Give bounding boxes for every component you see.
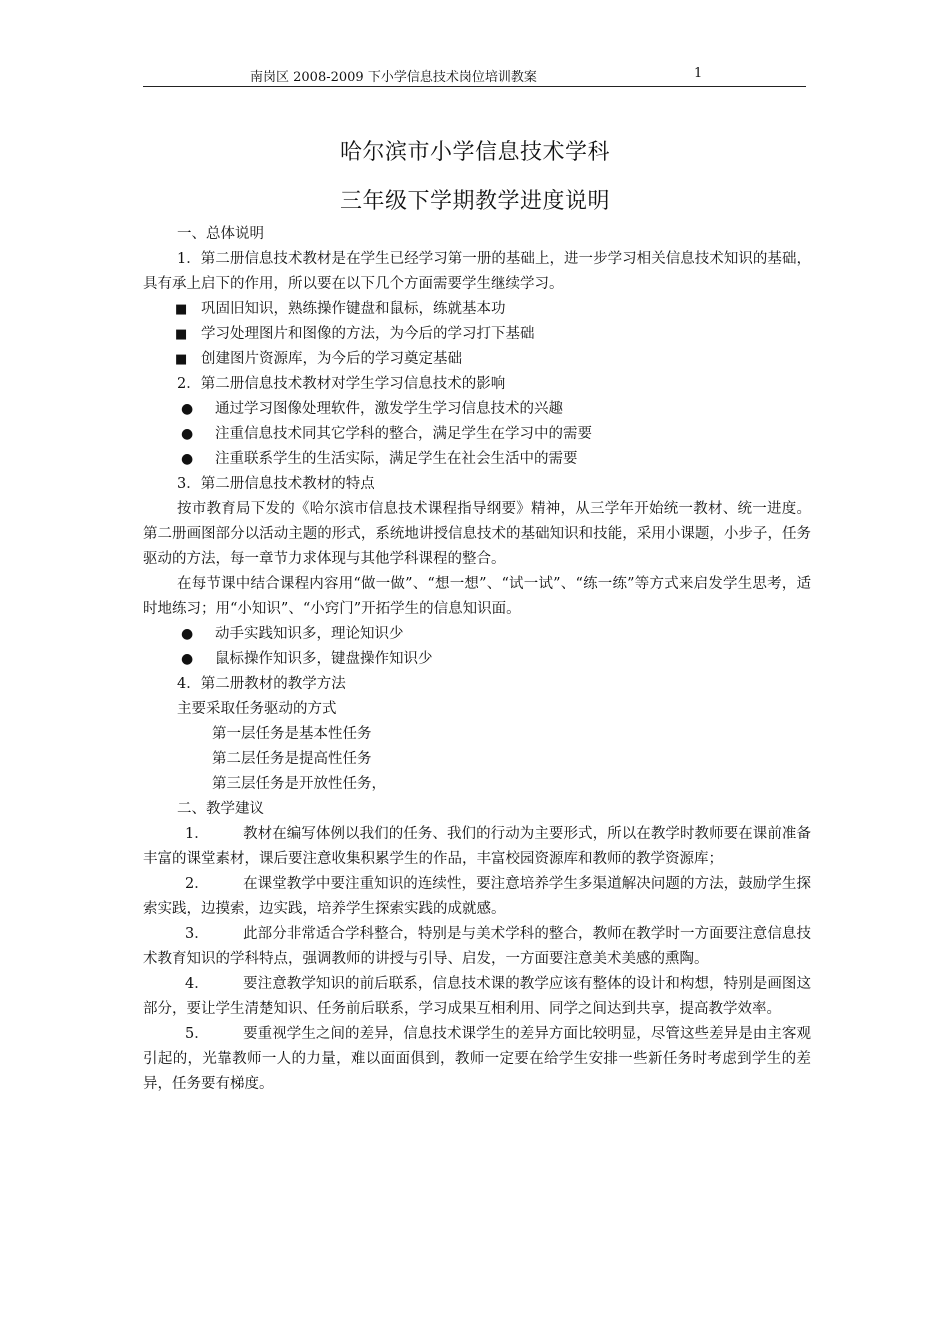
suggestion-number: 5． [185,1026,209,1042]
square-bullet-item [143,297,811,322]
page-header [143,66,806,87]
header-title: 南岗区 2008-2009 下小学信息技术岗位培训教案 [250,70,537,85]
round-bullet-item [143,622,811,647]
numbered-suggestion [143,822,811,872]
lead-text: 主要采取任务驱动的方式 [177,701,337,717]
suggestion-number: 1． [185,826,209,842]
round-bullet-item [143,422,811,447]
square-bullet-icon: ■ [175,352,188,367]
bullet-text: 创建图片资源库，为今后的学习奠定基础 [201,351,462,367]
bullet-text: 鼠标操作知识多，键盘操作知识少 [215,651,433,667]
round-bullet-icon: ● [181,626,194,642]
suggestion-number: 4． [185,976,209,992]
square-bullet-item [143,322,811,347]
paragraph-item3-methods: 在每节课中结合课程内容用“做一做”、“想一想”、“试一试”、“练一练”等方式来启发学生思考，适时地练习；用“小知识”、“小窍门”开拓学生的信息知识面。 [143,576,811,617]
round-bullet-item [143,447,811,472]
subheading-item3: 3．第二册信息技术教材的特点 [177,476,375,492]
document-body [143,222,811,1097]
document-title-line1: 哈尔滨市小学信息技术学科 [339,140,610,165]
task-level-2: 第二层任务是提高性任务 [212,751,372,767]
paragraph-item3-features: 按市教育局下发的《哈尔滨市信息技术课程指导纲要》精神，从三学年开始统一教材、统一进度。第二册画图部分以活动主题的形式，系统地讲授信息技术的基础知识和技能，采用小课题，小步子，任务驱动的方法，每一章节力求体现与其他学科课程的整合。 [143,501,811,567]
numbered-suggestion [143,922,811,972]
numbered-suggestion [143,1022,811,1097]
bullet-text: 动手实践知识多，理论知识少 [215,626,404,642]
suggestion-number: 2． [185,876,209,892]
numbered-suggestion [143,972,811,1022]
round-bullet-icon: ● [181,451,194,467]
round-bullet-icon: ● [181,651,194,667]
bullet-text: 注重联系学生的生活实际，满足学生在社会生活中的需要 [215,451,578,467]
bullet-text: 巩固旧知识，熟练操作键盘和鼠标，练就基本功 [201,301,506,317]
round-bullet-item [143,647,811,672]
task-level-3: 第三层任务是开放性任务， [212,776,386,792]
page-number: 1 [694,66,703,81]
bullet-text: 注重信息技术同其它学科的整合，满足学生在学习中的需要 [215,426,592,442]
subheading-item4: 4．第二册教材的教学方法 [177,676,346,692]
document-title-line2: 三年级下学期教学进度说明 [339,189,610,214]
suggestion-number: 3． [185,926,209,942]
square-bullet-icon: ■ [175,302,188,317]
task-level-1: 第一层任务是基本性任务 [212,726,372,742]
numbered-suggestion [143,872,811,922]
square-bullet-icon: ■ [175,327,188,342]
square-bullet-item [143,347,811,372]
suggestion-text: 此部分非常适合学科整合，特别是与美术学科的整合，教师在教学时一方面要注意信息技术教育知识的学科特点，强调教师的讲授与引导、启发，一方面要注意美术美感的熏陶。 [143,926,811,967]
round-bullet-icon: ● [181,401,194,417]
bullet-text: 学习处理图片和图像的方法，为今后的学习打下基础 [201,326,535,342]
paragraph-item1: 1．第二册信息技术教材是在学生已经学习第一册的基础上，进一步学习相关信息技术知识的基础，具有承上启下的作用，所以要在以下几个方面需要学生继续学习。 [143,251,811,292]
suggestion-text: 教材在编写体例以我们的任务、我们的行动为主要形式，所以在教学时教师要在课前准备丰富的课堂素材，课后要注意收集积累学生的作品，丰富校园资源库和教师的教学资源库； [143,826,811,867]
round-bullet-icon: ● [181,426,194,442]
suggestion-text: 要注意教学知识的前后联系，信息技术课的教学应该有整体的设计和构想，特别是画图这部分，要让学生清楚知识、任务前后联系，学习成果互相利用、同学之间达到共享，提高教学效率。 [143,976,811,1017]
section-heading-overview: 一、总体说明 [177,226,264,242]
suggestion-text: 在课堂教学中要注重知识的连续性，要注意培养学生多渠道解决问题的方法，鼓励学生探索实践，边摸索，边实践，培养学生探索实践的成就感。 [143,876,811,917]
round-bullet-item [143,397,811,422]
subheading-item2: 2．第二册信息技术教材对学生学习信息技术的影响 [177,376,506,392]
suggestion-text: 要重视学生之间的差异，信息技术课学生的差异方面比较明显，尽管这些差异是由主客观引起的，光靠教师一人的力量，难以面面俱到，教师一定要在给学生安排一些新任务时考虑到学生的差异，任务要有梯度。 [143,1026,811,1092]
section-heading-suggestions: 二、教学建议 [177,801,264,817]
bullet-text: 通过学习图像处理软件，激发学生学习信息技术的兴趣 [215,401,563,417]
